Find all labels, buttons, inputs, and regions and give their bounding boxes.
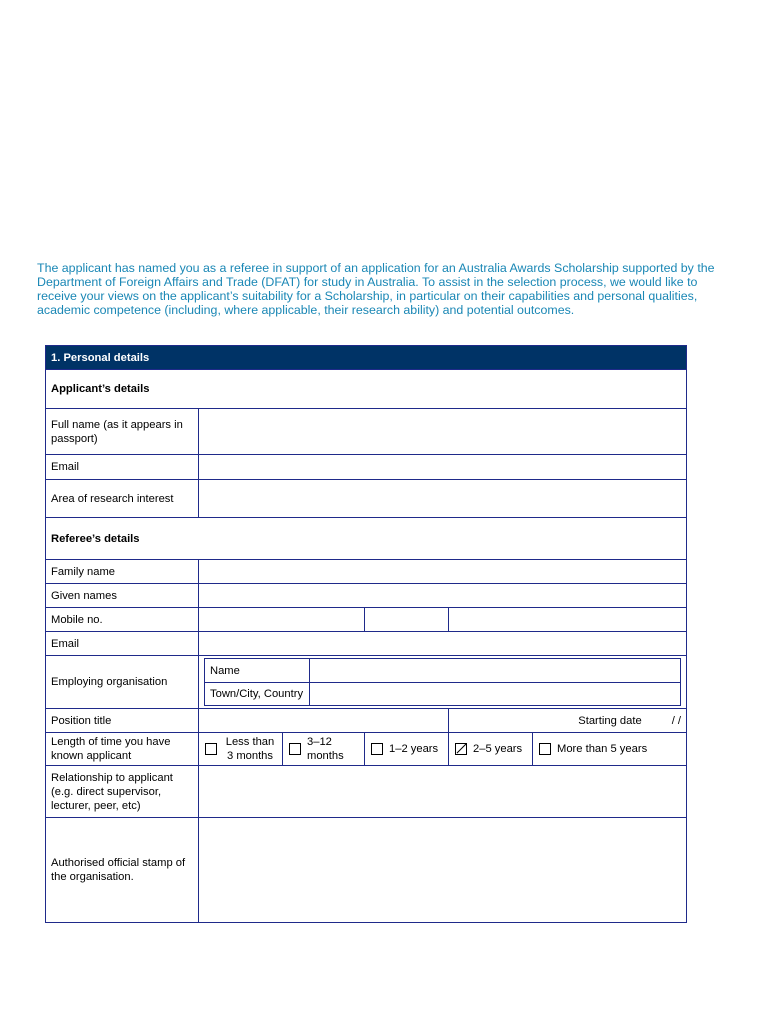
full-name-label: Full name (as it appears in passport) [46,409,199,455]
personal-details-form [45,345,687,923]
option-1-2-years[interactable]: 1–2 years [365,733,449,766]
checkbox-icon[interactable] [371,743,383,755]
research-interest-field[interactable] [199,480,687,518]
referee-email-field[interactable] [199,632,687,656]
full-name-field[interactable] [199,409,687,455]
starting-date-field[interactable] [449,709,687,733]
org-town-field[interactable] [310,683,681,706]
research-interest-label: Area of research interest [46,480,199,518]
checkbox-icon[interactable] [539,743,551,755]
checkbox-icon[interactable] [455,743,467,755]
applicant-details-heading: Applicant’s details [46,370,687,409]
option-3-12-months[interactable]: 3–12 months [283,733,365,766]
employing-organisation-group [199,656,687,709]
mobile-field-2[interactable] [365,608,449,632]
option-less-than-3-months[interactable]: Less than 3 months [199,733,283,766]
checkbox-icon[interactable] [205,743,217,755]
relationship-label: Relationship to applicant (e.g. direct supervisor, lecturer, peer, etc) [46,766,199,818]
mobile-field-3[interactable] [449,608,687,632]
date-separator: / / [671,714,682,727]
intro-paragraph: The applicant has named you as a referee in support of an application for an Australia Awards Scholarship supported by the Department of Foreign Affairs and Trade (DFAT) for study in Australia. To assist in the selection process, we would like to receive your views on the applicant’s suitability for a Scholarship, in particular on their capabilities and personal qualities, academic competence (including, where applicable, their research ability) and potential outcomes. [37,261,715,318]
referee-email-label: Email [46,632,199,656]
org-name-label: Name [205,659,310,683]
relationship-field[interactable] [199,766,687,818]
mobile-field-1[interactable] [199,608,365,632]
applicant-email-field[interactable] [199,455,687,480]
option-2-5-years[interactable]: 2–5 years [449,733,533,766]
given-names-label: Given names [46,584,199,608]
option-more-than-5-years[interactable]: More than 5 years [533,733,687,766]
starting-date-label: Starting date [578,714,642,727]
applicant-email-label: Email [46,455,199,480]
position-title-label: Position title [46,709,199,733]
mobile-label: Mobile no. [46,608,199,632]
checkbox-icon[interactable] [289,743,301,755]
section-header: 1. Personal details [46,346,687,370]
org-town-label: Town/City, Country [205,683,310,706]
given-names-field[interactable] [199,584,687,608]
family-name-field[interactable] [199,560,687,584]
family-name-label: Family name [46,560,199,584]
referee-details-heading: Referee’s details [46,518,687,560]
org-name-field[interactable] [310,659,681,683]
known-duration-label: Length of time you have known applicant [46,733,199,766]
stamp-label: Authorised official stamp of the organisation. [46,818,199,923]
stamp-area[interactable] [199,818,687,923]
employing-organisation-label: Employing organisation [46,656,199,709]
position-title-field[interactable] [199,709,449,733]
